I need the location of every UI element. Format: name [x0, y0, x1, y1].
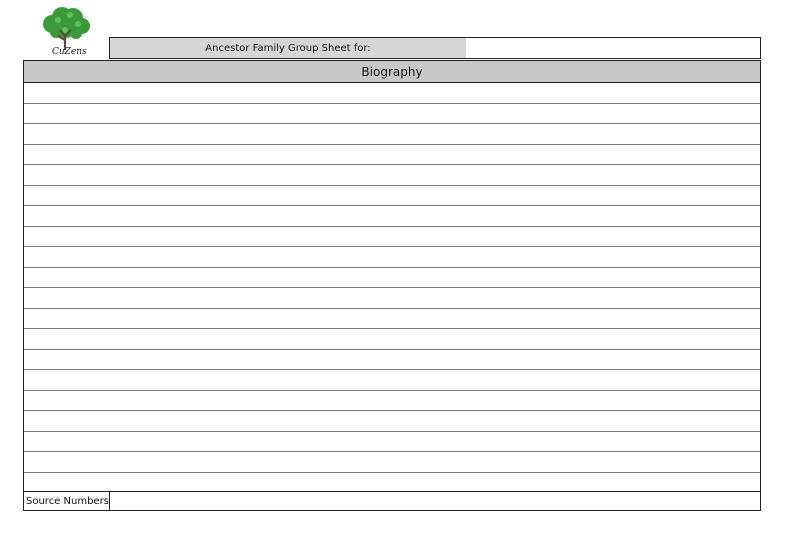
- sheet-title-text: Ancestor Family Group Sheet for:: [205, 42, 371, 54]
- biography-line[interactable]: [24, 369, 760, 370]
- biography-line[interactable]: [24, 123, 760, 124]
- biography-line[interactable]: [24, 431, 760, 432]
- biography-line[interactable]: [24, 328, 760, 329]
- logo-text: CuZens: [52, 47, 87, 57]
- biography-line[interactable]: [24, 226, 760, 227]
- biography-line[interactable]: [24, 472, 760, 473]
- tree-icon: [38, 6, 94, 50]
- biography-line[interactable]: [24, 287, 760, 288]
- biography-title: Biography: [361, 64, 423, 79]
- biography-sheet: [23, 60, 761, 511]
- biography-line[interactable]: [24, 349, 760, 350]
- biography-line[interactable]: [24, 144, 760, 145]
- biography-line[interactable]: [24, 246, 760, 247]
- sheet-title-label: [109, 37, 467, 59]
- biography-line[interactable]: [24, 205, 760, 206]
- logo: [38, 6, 94, 60]
- ancestor-name-field[interactable]: [466, 37, 761, 59]
- source-numbers-label: Source Numbers: [24, 492, 110, 510]
- biography-line[interactable]: [24, 185, 760, 186]
- biography-line[interactable]: [24, 410, 760, 411]
- source-numbers-row: [24, 491, 760, 510]
- biography-lines[interactable]: [24, 83, 760, 493]
- biography-line[interactable]: [24, 103, 760, 104]
- biography-line[interactable]: [24, 164, 760, 165]
- biography-header: [24, 61, 760, 83]
- biography-line[interactable]: [24, 308, 760, 309]
- biography-line[interactable]: [24, 451, 760, 452]
- source-numbers-field[interactable]: [110, 492, 760, 510]
- biography-line[interactable]: [24, 390, 760, 391]
- biography-line[interactable]: [24, 267, 760, 268]
